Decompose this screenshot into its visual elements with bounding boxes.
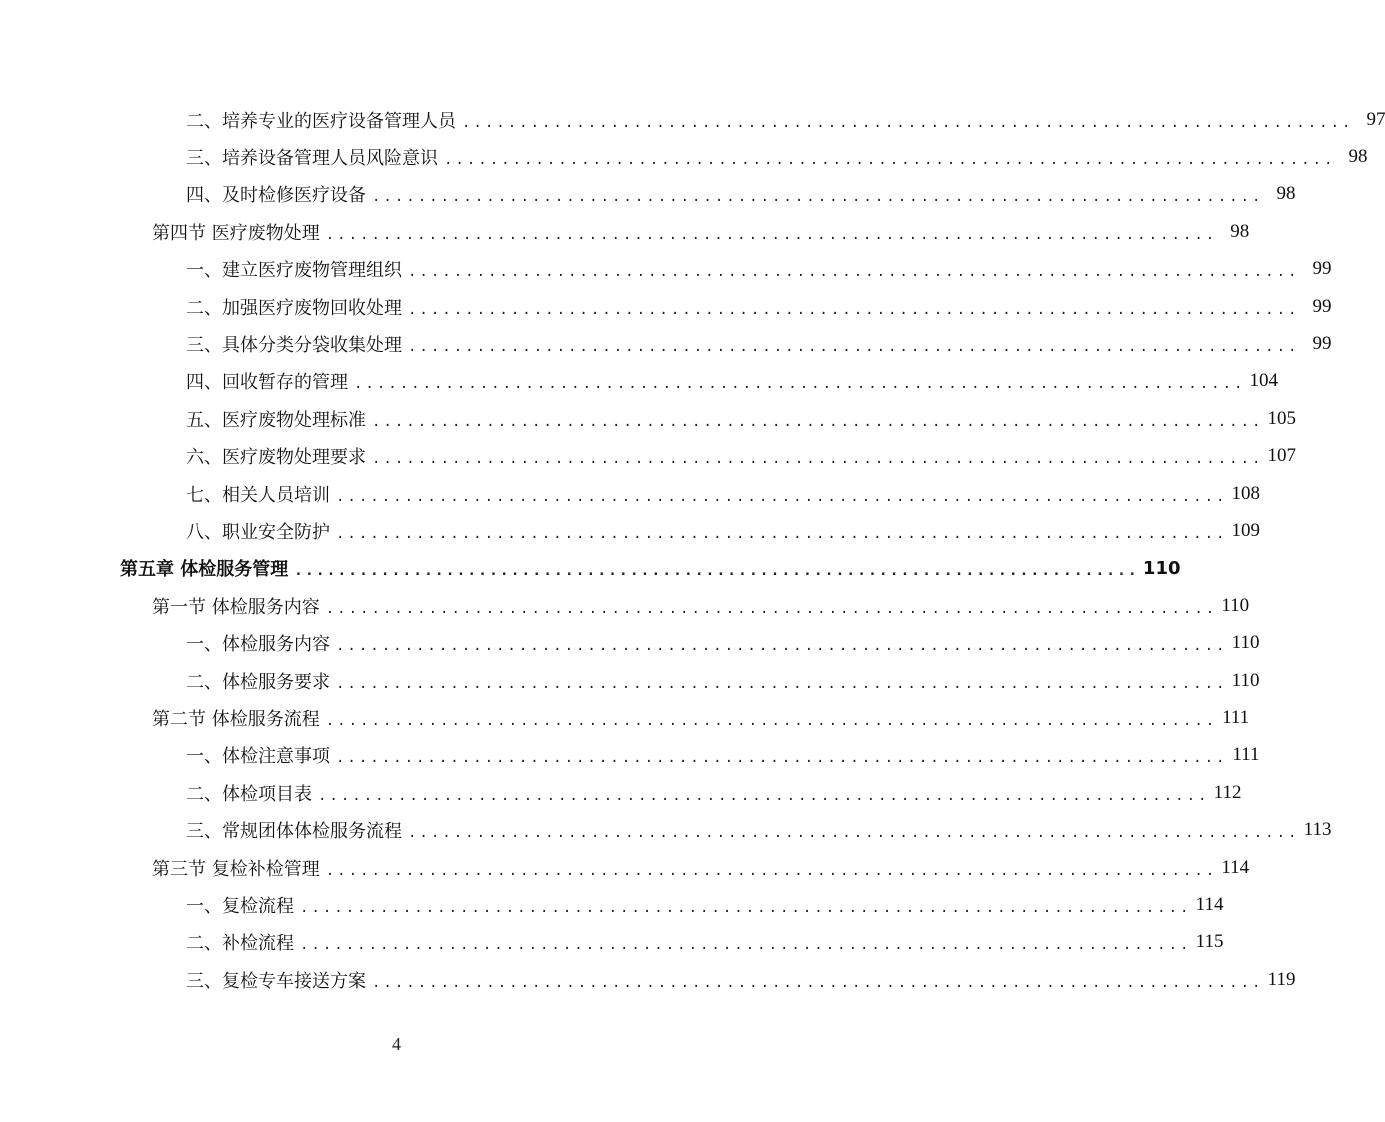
dot-leader: .............................................................................. [325,600,1218,617]
toc-entry-chapter[interactable] [120,550,1181,587]
dot-leader: .............................................................................. [408,339,1300,356]
toc-entry-page: 107 [1267,445,1296,467]
dot-leader: .............................................................................. [372,974,1264,991]
toc-entry-title: 第二节 体检服务流程 [152,705,322,731]
toc-entry-page: 98 [1348,146,1368,168]
toc-entry-page: 115 [1195,931,1224,953]
toc-entry-page: 111 [1232,744,1260,766]
toc-entry-page: 114 [1221,856,1250,878]
toc-entry[interactable] [186,475,1260,512]
toc-entry-title: 一、建立医疗废物管理组织 [186,256,404,282]
page-number: 4 [392,1034,401,1054]
toc-entry[interactable] [186,438,1296,475]
dot-leader: .............................................................................. [336,525,1228,542]
toc-entry[interactable] [186,325,1332,362]
toc-entry-title: 一、复检流程 [186,892,296,918]
toc-entry-page: 98 [1276,183,1296,205]
toc-entry-title: 四、回收暂存的管理 [186,368,350,394]
toc-entry-page: 110 [1231,632,1260,654]
toc-entry-title: 六、医疗废物处理要求 [186,443,368,469]
dot-leader: .............................................................................. [336,488,1228,505]
toc-entry[interactable] [186,288,1332,325]
toc-entry-title: 第五章 体检服务管理 [120,555,290,581]
toc-entry-page: 99 [1312,258,1332,280]
dot-leader: .............................................................................. [325,712,1218,729]
toc-entry-page: 99 [1312,333,1332,355]
toc-entry-title: 三、培养设备管理人员风险意识 [186,144,440,170]
toc-entry[interactable] [186,512,1260,549]
toc-entry-title: 二、体检服务要求 [186,668,332,694]
dot-leader: .............................................................................. [336,638,1228,655]
toc-entry[interactable] [186,886,1224,923]
toc-entry-section[interactable] [152,213,1250,250]
dot-leader: .............................................................................. [444,152,1336,169]
dot-leader: .............................................................................. [300,899,1192,916]
toc-entry-page: 104 [1249,370,1278,392]
toc-entry[interactable] [186,176,1296,213]
toc-entry-title: 第四节 医疗废物处理 [152,219,322,245]
toc-entry-title: 第一节 体检服务内容 [152,593,322,619]
toc-entry[interactable] [186,662,1260,699]
toc-entry-page: 110 [1221,594,1250,616]
dot-leader: .............................................................................. [408,264,1300,281]
toc-entry[interactable] [186,363,1278,400]
dot-leader: .............................................................................. [372,189,1264,206]
toc-entry-page: 98 [1230,220,1250,242]
toc-entry-title: 一、体检注意事项 [186,742,332,768]
toc-entry-section[interactable] [152,699,1250,736]
toc-entry-page: 108 [1231,482,1260,504]
dot-leader: .............................................................................. [294,563,1139,580]
toc-entry[interactable] [186,251,1332,288]
toc-entry-title: 第三节 复检补检管理 [152,855,322,881]
toc-entry-title: 三、复检专车接送方案 [186,967,368,993]
toc-entry[interactable] [186,961,1296,998]
toc-entry-page: 105 [1267,407,1296,429]
toc-entry-page: 110 [1231,669,1260,691]
dot-leader: .............................................................................. [408,301,1300,318]
toc-entry-page: 109 [1231,519,1260,541]
toc-entry-title: 二、体检项目表 [186,780,314,806]
toc-entry-title: 一、体检服务内容 [186,630,332,656]
toc-entry-page: 110 [1142,557,1181,579]
toc-entry-title: 八、职业安全防护 [186,518,332,544]
toc-entry[interactable] [186,101,1385,138]
toc-entry-title: 五、医疗废物处理标准 [186,406,368,432]
table-of-contents [0,101,1385,998]
toc-entry-title: 二、补检流程 [186,929,296,955]
toc-entry-section[interactable] [152,587,1250,624]
toc-entry[interactable] [186,400,1296,437]
dot-leader: .............................................................................. [372,413,1264,430]
dot-leader: .............................................................................. [372,451,1264,468]
dot-leader: .............................................................................. [336,675,1228,692]
toc-entry-section[interactable] [152,849,1250,886]
dot-leader: .............................................................................. [318,787,1210,804]
toc-entry[interactable] [186,138,1368,175]
toc-entry-title: 三、具体分类分袋收集处理 [186,331,404,357]
toc-entry-page: 111 [1222,706,1250,728]
dot-leader: .............................................................................. [462,114,1354,131]
toc-entry-page: 112 [1213,781,1242,803]
toc-entry-page: 114 [1195,893,1224,915]
dot-leader: .............................................................................. [300,937,1192,954]
toc-entry[interactable] [186,811,1332,848]
dot-leader: .............................................................................. [408,825,1300,842]
toc-entry-title: 二、加强医疗废物回收处理 [186,294,404,320]
toc-entry-title: 四、及时检修医疗设备 [186,181,368,207]
dot-leader: .............................................................................. [354,376,1246,393]
toc-entry[interactable] [186,624,1260,661]
toc-entry-page: 97 [1366,108,1385,130]
toc-entry-page: 119 [1267,968,1296,990]
toc-entry-title: 七、相关人员培训 [186,481,332,507]
toc-entry[interactable] [186,774,1242,811]
dot-leader: .............................................................................. [325,226,1218,243]
toc-entry-page: 113 [1303,819,1332,841]
toc-entry-page: 99 [1312,295,1332,317]
toc-entry[interactable] [186,924,1224,961]
toc-entry-title: 二、培养专业的医疗设备管理人员 [186,107,458,133]
toc-entry[interactable] [186,737,1260,774]
dot-leader: .............................................................................. [336,750,1228,767]
toc-entry-title: 三、常规团体体检服务流程 [186,817,404,843]
dot-leader: .............................................................................. [325,862,1218,879]
